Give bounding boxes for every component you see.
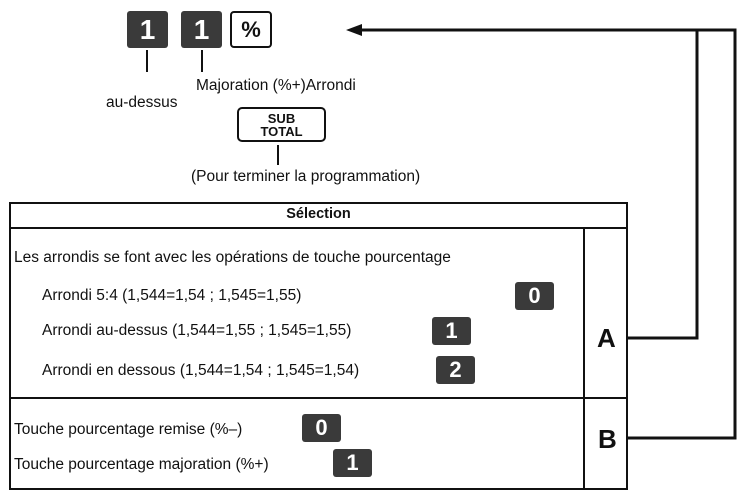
row-touche-majoration: Touche pourcentage majoration (%+) — [14, 456, 269, 473]
label-majoration-arrondi: Majoration (%+)Arrondi — [196, 77, 356, 94]
percent-key: % — [230, 11, 272, 48]
marker-b: B — [598, 424, 617, 454]
row-arrondi-au-dessus: Arrondi au-dessus (1,544=1,55 ; 1,545=1,55) — [42, 322, 352, 339]
key-1-arrondi-au-dessus: 1 — [432, 317, 471, 345]
connector-a — [362, 30, 697, 338]
key-1-touche-majoration: 1 — [333, 449, 372, 477]
row-touche-remise: Touche pourcentage remise (%–) — [14, 421, 243, 438]
key-1-second: 1 — [181, 11, 222, 48]
marker-a: A — [597, 323, 616, 353]
connector-b — [628, 30, 735, 438]
table-header-label: Sélection — [286, 206, 351, 222]
row-arrondi-5-4: Arrondi 5:4 (1,544=1,54 ; 1,545=1,55) — [42, 287, 302, 304]
key-1-first: 1 — [127, 11, 168, 48]
key-2-arrondi-en-dessous: 2 — [436, 356, 475, 384]
row-arrondi-en-dessous: Arrondi en dessous (1,544=1,54 ; 1,545=1,54) — [42, 362, 360, 379]
arrow-head-icon — [346, 24, 362, 36]
key-0-arrondi-5-4: 0 — [515, 282, 554, 310]
section-a-intro: Les arrondis se font avec les opérations de touche pourcentage — [14, 249, 451, 266]
subtotal-key-line2: TOTAL — [260, 124, 303, 139]
subtotal-caption: (Pour terminer la programmation) — [191, 168, 421, 185]
key-0-touche-remise: 0 — [302, 414, 341, 442]
label-au-dessus: au-dessus — [106, 94, 178, 111]
subtotal-key-line1: SUB — [267, 111, 296, 126]
